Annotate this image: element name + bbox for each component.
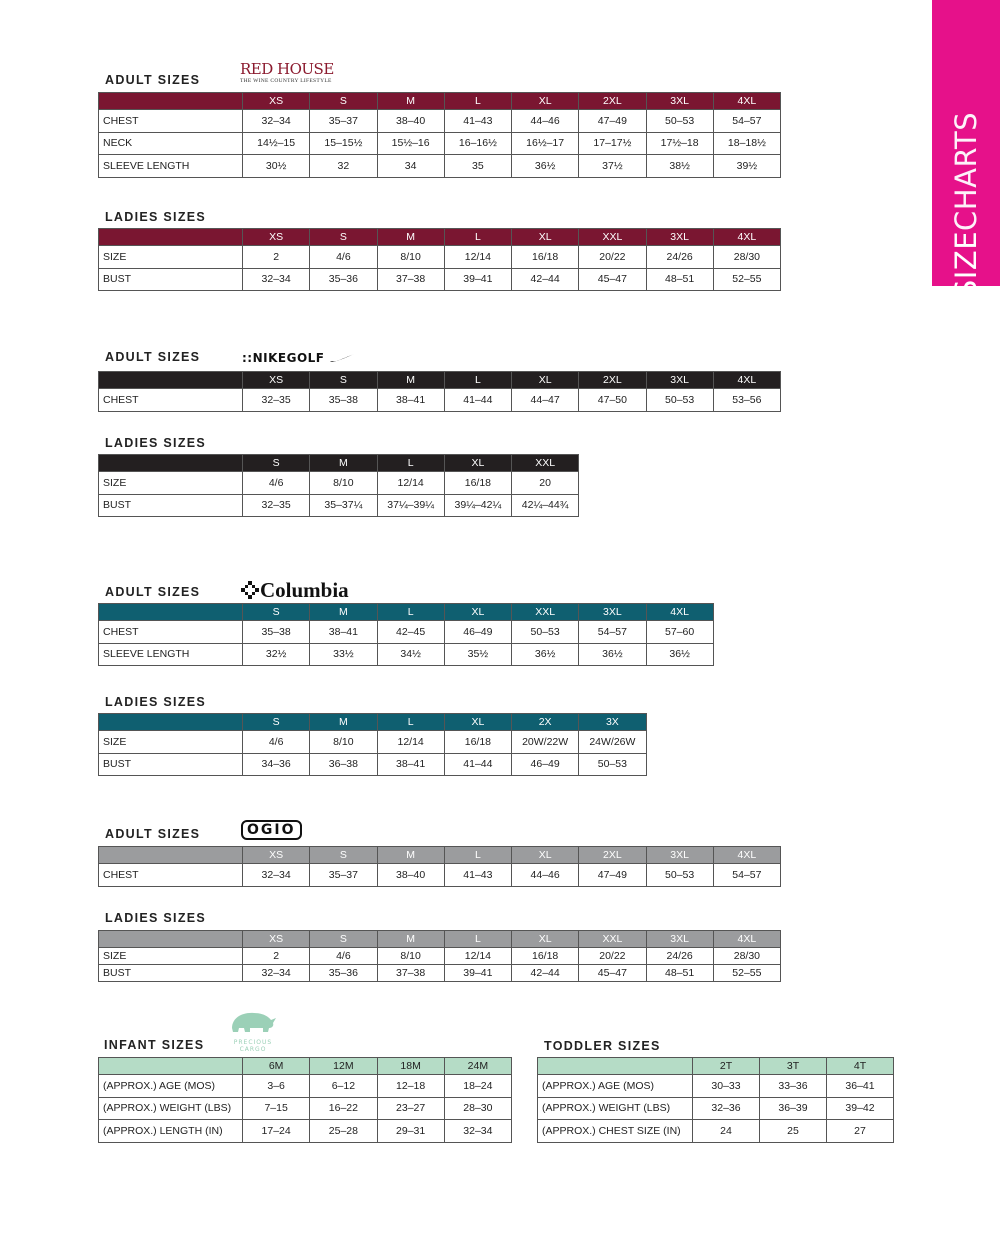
size-header-cell: 4XL (713, 229, 780, 246)
table-cell: 35–37¼ (310, 494, 377, 517)
table-cell: 32–34 (444, 1120, 511, 1143)
ogio-logo: OGIO (241, 821, 302, 839)
table-cell: 17–24 (243, 1120, 310, 1143)
table-cell: 36½ (512, 155, 579, 178)
size-header-cell: 4XL (713, 372, 780, 389)
table-cell: 24/26 (646, 948, 713, 965)
table-cell: 46–49 (512, 753, 579, 776)
table-cell: 12/14 (377, 731, 444, 754)
table-cell: 12–18 (377, 1075, 444, 1098)
table-cell: 37–38 (377, 268, 444, 291)
table-cell: 35–37 (310, 110, 377, 133)
table-row (99, 948, 781, 965)
row-label: SIZE (99, 948, 243, 965)
size-header-cell: M (377, 847, 444, 864)
size-header-cell: L (377, 714, 444, 731)
table-row (99, 132, 781, 155)
table-cell: 17½–18 (646, 132, 713, 155)
table-cell: 46–49 (444, 621, 511, 644)
row-label: SLEEVE LENGTH (99, 155, 243, 178)
size-header-cell: XL (444, 455, 511, 472)
table-cell: 3–6 (243, 1075, 310, 1098)
table-cell: 42–44 (512, 268, 579, 291)
table-cell: 8/10 (377, 246, 444, 269)
table-cell: 50–53 (646, 389, 713, 412)
size-header-row (99, 229, 781, 246)
table-cell: 16–22 (310, 1097, 377, 1120)
table-cell: 47–49 (579, 864, 646, 887)
table-cell: 35–38 (243, 621, 310, 644)
table-cell: 25 (760, 1120, 827, 1143)
section-title: ADULT SIZES (105, 827, 201, 841)
table-row (99, 731, 647, 754)
precious-cargo-logo: PRECIOUS CARGO (228, 1008, 278, 1053)
table-row (99, 864, 781, 887)
table-cell: 6–12 (310, 1075, 377, 1098)
size-header-cell: M (377, 372, 444, 389)
size-header-row (99, 847, 781, 864)
table-cell: 39¼–42¼ (444, 494, 511, 517)
table-cell: 35½ (444, 643, 511, 666)
size-header-row (99, 93, 781, 110)
header-blank-cell (538, 1058, 693, 1075)
table-row (99, 472, 579, 495)
ogio-adult-size-table (98, 846, 781, 887)
table-cell: 32–35 (243, 389, 310, 412)
table-cell: 32 (310, 155, 377, 178)
swoosh-icon (329, 353, 355, 363)
table-cell: 16/18 (444, 472, 511, 495)
table-cell: 52–55 (713, 268, 780, 291)
header-blank-cell (99, 229, 243, 246)
table-cell: 38–41 (377, 753, 444, 776)
section-title: LADIES SIZES (105, 210, 207, 224)
size-header-cell: M (377, 229, 444, 246)
table-cell: 47–50 (579, 389, 646, 412)
table-cell: 35–36 (310, 268, 377, 291)
table-cell: 34½ (377, 643, 444, 666)
size-header-cell: M (377, 931, 444, 948)
table-row (99, 246, 781, 269)
table-cell: 32–34 (243, 268, 310, 291)
size-header-cell: 4T (827, 1058, 894, 1075)
size-header-cell: 3XL (646, 847, 713, 864)
size-header-cell: 4XL (713, 931, 780, 948)
table-cell: 50–53 (646, 110, 713, 133)
table-row (99, 268, 781, 291)
columbia-diamond-icon (240, 580, 260, 600)
section-title: ADULT SIZES (105, 350, 201, 364)
table-row (99, 643, 714, 666)
size-header-cell: XS (243, 229, 310, 246)
row-label: SIZE (99, 472, 243, 495)
table-cell: 32–36 (693, 1097, 760, 1120)
table-row (99, 1075, 512, 1098)
size-header-cell: XS (243, 93, 310, 110)
table-cell: 12/14 (444, 246, 511, 269)
size-header-cell: S (243, 714, 310, 731)
table-cell: 18–24 (444, 1075, 511, 1098)
size-header-row (99, 455, 579, 472)
size-header-cell: 3X (579, 714, 646, 731)
row-label: CHEST (99, 621, 243, 644)
row-label: (APPROX.) AGE (MOS) (538, 1075, 693, 1098)
table-cell: 41–44 (444, 753, 511, 776)
table-row (99, 494, 579, 517)
table-cell: 37½ (579, 155, 646, 178)
toddler-size-table (537, 1057, 894, 1143)
section-title: LADIES SIZES (105, 911, 207, 925)
size-header-cell: 2XL (579, 847, 646, 864)
size-header-cell: M (377, 93, 444, 110)
infant-size-table (98, 1057, 512, 1143)
table-cell: 44–46 (512, 110, 579, 133)
size-header-cell: 4XL (646, 604, 713, 621)
size-header-cell: S (310, 93, 377, 110)
size-header-row (99, 604, 714, 621)
ogio-ladies-size-table (98, 930, 781, 982)
table-cell: 29–31 (377, 1120, 444, 1143)
size-header-cell: S (310, 229, 377, 246)
size-header-cell: XL (444, 714, 511, 731)
table-cell: 35–37 (310, 864, 377, 887)
table-cell: 17–17½ (579, 132, 646, 155)
row-label: CHEST (99, 110, 243, 133)
table-cell: 8/10 (310, 731, 377, 754)
table-cell: 25–28 (310, 1120, 377, 1143)
table-cell: 50–53 (646, 864, 713, 887)
section-title: LADIES SIZES (105, 695, 207, 709)
row-label: BUST (99, 965, 243, 982)
table-row (99, 155, 781, 178)
row-label: SLEEVE LENGTH (99, 643, 243, 666)
size-header-cell: XS (243, 847, 310, 864)
size-header-cell: XL (512, 931, 579, 948)
table-cell: 16/18 (512, 246, 579, 269)
table-cell: 4/6 (243, 731, 310, 754)
table-cell: 38–41 (310, 621, 377, 644)
table-row (538, 1075, 894, 1098)
size-header-cell: 3XL (579, 604, 646, 621)
size-header-cell: 2XL (579, 93, 646, 110)
size-header-cell: S (243, 455, 310, 472)
row-label: BUST (99, 268, 243, 291)
table-cell: 38½ (646, 155, 713, 178)
size-header-cell: 2T (693, 1058, 760, 1075)
size-header-cell: XL (512, 847, 579, 864)
table-cell: 39–42 (827, 1097, 894, 1120)
table-row (99, 389, 781, 412)
row-label: CHEST (99, 864, 243, 887)
table-cell: 28–30 (444, 1097, 511, 1120)
table-cell: 32–35 (243, 494, 310, 517)
size-header-cell: L (444, 372, 511, 389)
table-row (99, 1120, 512, 1143)
table-cell: 36–38 (310, 753, 377, 776)
table-cell: 38–41 (377, 389, 444, 412)
table-cell: 27 (827, 1120, 894, 1143)
size-header-cell: 4XL (713, 93, 780, 110)
header-blank-cell (99, 604, 243, 621)
row-label: (APPROX.) AGE (MOS) (99, 1075, 243, 1098)
section-title: ADULT SIZES (105, 73, 201, 87)
table-cell: 42–44 (512, 965, 579, 982)
table-cell: 48–51 (646, 965, 713, 982)
size-header-cell: 3XL (646, 93, 713, 110)
size-header-cell: 6M (243, 1058, 310, 1075)
size-header-cell: M (310, 455, 377, 472)
size-header-cell: XS (243, 372, 310, 389)
size-header-row (99, 714, 647, 731)
table-cell: 36½ (646, 643, 713, 666)
table-cell: 33–36 (760, 1075, 827, 1098)
size-header-cell: 3XL (646, 229, 713, 246)
table-cell: 28/30 (713, 948, 780, 965)
table-cell: 30–33 (693, 1075, 760, 1098)
table-cell: 16/18 (444, 731, 511, 754)
redhouse-ladies-size-table (98, 228, 781, 291)
size-header-cell: L (444, 93, 511, 110)
table-cell: 20/22 (579, 948, 646, 965)
size-header-cell: XL (512, 372, 579, 389)
table-row (538, 1120, 894, 1143)
size-header-cell: XL (512, 229, 579, 246)
size-header-cell: XS (243, 931, 310, 948)
header-blank-cell (99, 931, 243, 948)
size-header-row (99, 372, 781, 389)
table-cell: 20W/22W (512, 731, 579, 754)
table-cell: 41–44 (444, 389, 511, 412)
row-label: (APPROX.) WEIGHT (LBS) (538, 1097, 693, 1120)
table-cell: 4/6 (310, 246, 377, 269)
size-header-cell: 3XL (646, 931, 713, 948)
table-cell: 42–45 (377, 621, 444, 644)
size-header-cell: 18M (377, 1058, 444, 1075)
columbia-adult-size-table (98, 603, 714, 666)
size-header-cell: XL (444, 604, 511, 621)
row-label: (APPROX.) LENGTH (IN) (99, 1120, 243, 1143)
header-blank-cell (99, 372, 243, 389)
table-cell: 39–41 (444, 965, 511, 982)
header-blank-cell (99, 1058, 243, 1075)
table-cell: 54–57 (579, 621, 646, 644)
table-cell: 24/26 (646, 246, 713, 269)
size-header-cell: L (377, 455, 444, 472)
table-cell: 35–36 (310, 965, 377, 982)
row-label: BUST (99, 494, 243, 517)
table-cell: 36½ (579, 643, 646, 666)
header-blank-cell (99, 93, 243, 110)
row-label: SIZE (99, 246, 243, 269)
table-cell: 24W/26W (579, 731, 646, 754)
row-label: SIZE (99, 731, 243, 754)
table-cell: 35 (444, 155, 511, 178)
table-row (99, 1097, 512, 1120)
row-label: BUST (99, 753, 243, 776)
table-cell: 12/14 (377, 472, 444, 495)
size-header-cell: L (444, 229, 511, 246)
table-cell: 8/10 (310, 472, 377, 495)
table-cell: 37–38 (377, 965, 444, 982)
table-row (538, 1097, 894, 1120)
table-cell: 16/18 (512, 948, 579, 965)
table-cell: 15–15½ (310, 132, 377, 155)
size-header-cell: L (444, 847, 511, 864)
table-cell: 16–16½ (444, 132, 511, 155)
size-header-cell: S (310, 931, 377, 948)
table-cell: 36–41 (827, 1075, 894, 1098)
size-header-cell: S (310, 847, 377, 864)
table-cell: 54–57 (713, 864, 780, 887)
table-cell: 35–38 (310, 389, 377, 412)
size-header-cell: 2X (512, 714, 579, 731)
table-cell: 45–47 (579, 268, 646, 291)
table-cell: 15½–16 (377, 132, 444, 155)
table-cell: 36½ (512, 643, 579, 666)
table-cell: 45–47 (579, 965, 646, 982)
table-cell: 39½ (713, 155, 780, 178)
table-cell: 2 (243, 948, 310, 965)
table-cell: 28/30 (713, 246, 780, 269)
size-header-cell: L (444, 931, 511, 948)
table-cell: 36–39 (760, 1097, 827, 1120)
table-cell: 57–60 (646, 621, 713, 644)
table-cell: 32–34 (243, 110, 310, 133)
size-header-cell: XXL (579, 931, 646, 948)
table-row (99, 965, 781, 982)
row-label: (APPROX.) WEIGHT (LBS) (99, 1097, 243, 1120)
table-cell: 41–43 (444, 864, 511, 887)
size-header-cell: XL (512, 93, 579, 110)
size-header-cell: 4XL (713, 847, 780, 864)
table-cell: 30½ (243, 155, 310, 178)
table-cell: 20 (512, 472, 579, 495)
table-cell: 24 (693, 1120, 760, 1143)
table-cell: 50–53 (579, 753, 646, 776)
table-cell: 50–53 (512, 621, 579, 644)
table-cell: 4/6 (310, 948, 377, 965)
columbia-ladies-size-table (98, 713, 647, 776)
redhouse-adult-size-table (98, 92, 781, 178)
table-cell: 38–40 (377, 864, 444, 887)
table-cell: 32–34 (243, 864, 310, 887)
size-header-cell: 2XL (579, 372, 646, 389)
table-cell: 32½ (243, 643, 310, 666)
table-cell: 23–27 (377, 1097, 444, 1120)
table-cell: 20/22 (579, 246, 646, 269)
table-cell: 52–55 (713, 965, 780, 982)
size-header-row (99, 931, 781, 948)
table-cell: 14½–15 (243, 132, 310, 155)
size-header-cell: S (243, 604, 310, 621)
nike-adult-size-table (98, 371, 781, 412)
triceratops-icon (228, 1008, 278, 1034)
table-cell: 32–34 (243, 965, 310, 982)
table-cell: 38–40 (377, 110, 444, 133)
section-title: TODDLER SIZES (544, 1039, 661, 1053)
table-cell: 16½–17 (512, 132, 579, 155)
size-header-cell: 24M (444, 1058, 511, 1075)
table-cell: 39–41 (444, 268, 511, 291)
table-cell: 34–36 (243, 753, 310, 776)
row-label: NECK (99, 132, 243, 155)
size-charts-tab-label: SIZECHARTS (949, 111, 983, 299)
table-cell: 44–46 (512, 864, 579, 887)
size-header-row (99, 1058, 512, 1075)
size-header-cell: 3XL (646, 372, 713, 389)
table-cell: 4/6 (243, 472, 310, 495)
section-title: LADIES SIZES (105, 436, 207, 450)
size-header-cell: XXL (579, 229, 646, 246)
table-row (99, 621, 714, 644)
table-cell: 47–49 (579, 110, 646, 133)
header-blank-cell (99, 714, 243, 731)
table-cell: 33½ (310, 643, 377, 666)
table-cell: 53–56 (713, 389, 780, 412)
header-blank-cell (99, 455, 243, 472)
table-cell: 42¼–44¾ (512, 494, 579, 517)
table-cell: 54–57 (713, 110, 780, 133)
table-cell: 7–15 (243, 1097, 310, 1120)
row-label: (APPROX.) CHEST SIZE (IN) (538, 1120, 693, 1143)
size-header-cell: S (310, 372, 377, 389)
size-header-row (538, 1058, 894, 1075)
table-cell: 48–51 (646, 268, 713, 291)
header-blank-cell (99, 847, 243, 864)
columbia-logo: Columbia (240, 578, 349, 603)
table-cell: 44–47 (512, 389, 579, 412)
table-row (99, 753, 647, 776)
nikegolf-logo: ::NIKEGOLF (242, 349, 355, 367)
row-label: CHEST (99, 389, 243, 412)
size-header-cell: XXL (512, 455, 579, 472)
redhouse-logo: RED HOUSE THE WINE COUNTRY LIFESTYLE (240, 60, 334, 84)
table-cell: 41–43 (444, 110, 511, 133)
nike-ladies-size-table (98, 454, 579, 517)
table-row (99, 110, 781, 133)
section-title: INFANT SIZES (104, 1038, 205, 1052)
size-header-cell: M (310, 714, 377, 731)
table-cell: 34 (377, 155, 444, 178)
size-header-cell: M (310, 604, 377, 621)
section-title: ADULT SIZES (105, 585, 201, 599)
table-cell: 18–18½ (713, 132, 780, 155)
size-header-cell: L (377, 604, 444, 621)
size-header-cell: 12M (310, 1058, 377, 1075)
size-header-cell: 3T (760, 1058, 827, 1075)
size-header-cell: XXL (512, 604, 579, 621)
table-cell: 8/10 (377, 948, 444, 965)
table-cell: 12/14 (444, 948, 511, 965)
table-cell: 37¼–39¼ (377, 494, 444, 517)
table-cell: 2 (243, 246, 310, 269)
